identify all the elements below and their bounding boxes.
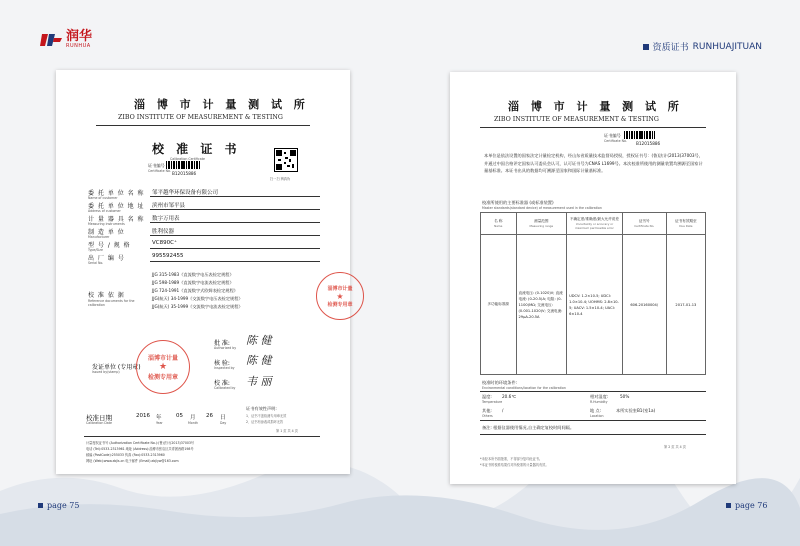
table-header: 证书有效期至 xyxy=(675,219,697,223)
institute-name-cn: 淄 博 市 计 量 测 试 所 xyxy=(134,98,309,111)
field-label-en: Serial No. xyxy=(88,261,104,265)
inspect-label-en: Inspected by xyxy=(214,366,235,370)
basis-item: JJG 598-1989《直流数字电流表检定规程》 xyxy=(152,280,234,285)
field-label-en: Address of customer xyxy=(88,209,121,213)
calibration-certificate-page-2 xyxy=(450,72,736,484)
basis-label: 校 准 依 据 xyxy=(88,292,125,299)
footer-line: 计量授权证书号 (Authorization Certificate No.):(鲁)法计(2013)37003号 xyxy=(86,441,195,445)
table-header-en: Measuring range xyxy=(529,224,554,228)
barcode xyxy=(624,131,655,139)
location-label-en: Location xyxy=(590,414,604,418)
institute-name-cn: 淄 博 市 计 量 测 试 所 xyxy=(508,100,683,113)
footer-line: 网址 (Web):www.zbjls.cn 电子邮件 (Email):zbjlyw@163.com xyxy=(86,459,179,463)
standards-table xyxy=(480,212,706,375)
approve-label: 批 准: xyxy=(214,340,230,347)
table-header-en: Due Date xyxy=(679,224,693,228)
field-label: 型 号 / 规 格 xyxy=(88,242,131,249)
validity-notice-1: 1、证书不盖检测专用章无效 xyxy=(246,414,287,418)
basis-item: JJG 724-1991《直流数字式欧姆表检定规程》 xyxy=(152,288,238,293)
institute-name-en: ZIBO INSTITUTE OF MEASUREMENT & TESTING xyxy=(494,116,659,123)
official-stamp xyxy=(136,340,190,394)
square-bullet-icon xyxy=(38,503,43,508)
cert-label-en: Certificate No. xyxy=(148,169,171,173)
temp-label-en: Temperature xyxy=(482,400,503,404)
humidity-label-en: R.Humidity xyxy=(590,400,608,404)
std-uncertainty: UDCV: 1.2×10-5; UDCI: 1.0×10-4; UOHMS: 2.8×10-5; UACV: 1.5×10-4; UACI: 6×10-4 xyxy=(567,235,623,375)
stamp-text-top: 淄博市计量 xyxy=(327,285,353,292)
calib-label: 校 准: xyxy=(214,380,230,387)
inspect-signature: 陈 健 xyxy=(246,354,272,367)
page-count: 第 2 页 共 4 页 xyxy=(664,445,686,449)
date-year: 2016 xyxy=(136,413,150,419)
date-year-en: Year xyxy=(156,421,163,425)
field-label: 委 托 单 位 地 址 xyxy=(88,203,145,210)
calib-label-en: Calibrated by xyxy=(214,386,236,390)
approve-signature: 陈 健 xyxy=(246,334,272,347)
std-title: 校准所使用的主要标准器 (或标准装置) xyxy=(482,200,554,205)
cert-label: 证书编号 xyxy=(148,163,165,168)
square-bullet-icon xyxy=(726,503,731,508)
section-title-cn: 资质证书 xyxy=(652,43,689,53)
cert-number: B12015886 xyxy=(636,141,661,146)
remark: 备注: 根据仪器使用情况,自主确定复校时间间隔。 xyxy=(482,425,575,430)
brand-logo xyxy=(40,30,92,50)
temp-value: 20.6℃ xyxy=(502,394,517,399)
doc-title-en: Calibration Certificate xyxy=(170,157,205,161)
issuer-label: 发证单位 (专用章) xyxy=(92,364,141,371)
page-number-text: page 76 xyxy=(735,501,768,510)
cert-label-en: Certificate No. xyxy=(604,139,627,143)
note: *未经本所书面批准，不得部分复印此证书。 xyxy=(480,457,543,461)
section-header xyxy=(643,40,762,53)
std-due-date: 2017-01-13 xyxy=(666,235,705,375)
basis-item: JJG(航天) 35-1999《交流数字电流表检定规程》 xyxy=(152,304,243,309)
star-icon: ★ xyxy=(158,362,168,372)
validity-notice: 证书有效性声明: xyxy=(246,406,277,411)
std-name: 多功能标准源 xyxy=(481,235,517,375)
barcode xyxy=(166,161,201,169)
page-number-right xyxy=(726,501,767,510)
std-cert-no: 606-20160004/ xyxy=(622,235,666,375)
table-header-en: Certificate No. xyxy=(634,224,655,228)
field-value: 995592455 xyxy=(152,253,184,259)
field-label-en: Manufacturer xyxy=(88,235,110,239)
date-day-en: Day xyxy=(220,421,227,425)
page-count: 第 1 页 共 4 页 xyxy=(276,429,298,433)
issuer-label-en: Issued by(stamp) xyxy=(92,370,120,374)
basis-item: JJG(航天) 34-1999《交流数字电压表检定规程》 xyxy=(152,296,243,301)
section-title-en: RUNHUAJITUAN xyxy=(692,41,762,52)
validity-notice-2: 2、证书有涂改或损坏无效 xyxy=(246,420,284,424)
field-value: 数字万用表 xyxy=(152,216,180,222)
stamp-text-bottom: 检测专用章 xyxy=(327,301,353,308)
calib-signature: 韦 丽 xyxy=(246,375,272,388)
footer-line: 电话 (Tel):0533-2313961 地址 (Address):淄博市张店区共青团西路198号 xyxy=(86,447,194,451)
brand-name-cn: 润华 xyxy=(66,29,93,44)
table-header: 证书号 xyxy=(638,219,650,223)
field-label-en: Type/Size xyxy=(88,248,103,252)
note: *本证书的校准结果仅对所校准的计量器具有效。 xyxy=(480,463,549,467)
field-label-en: Measuring instruments xyxy=(88,222,125,226)
field-label: 委 托 单 位 名 称 xyxy=(88,190,145,197)
humidity-value: 50% xyxy=(620,394,630,399)
basis-label-en: Reference documents for the calibration xyxy=(88,299,135,307)
field-value: 滨州市邹平县 xyxy=(152,203,186,209)
table-header-en: Uncertainty or accuracy or maximum permissible error xyxy=(575,222,614,230)
table-row xyxy=(481,235,706,375)
field-value: 邹平越华环保设备有限公司 xyxy=(152,190,219,196)
institute-name-en: ZIBO INSTITUTE OF MEASUREMENT & TESTING xyxy=(118,114,283,121)
field-value: VC890C⁺ xyxy=(152,240,177,246)
date-month-en: Month xyxy=(188,421,198,425)
std-range: 直流电压: (0-1020)V; 直流电流: (0-20.5)A; 电阻: (0-1100)MΩ; 交流电压: (0.001-1020)V; 交流电流: 29μA-20.5A xyxy=(516,235,567,375)
page-number-text: page 75 xyxy=(47,501,80,510)
qr-caption: 扫一扫 辨真伪 xyxy=(270,177,291,181)
env-title: 校准时的环境条件: xyxy=(482,380,517,385)
table-header: 名 称 xyxy=(494,219,503,223)
std-title-en: Master standards(standard device) of measurement used in the calibration xyxy=(482,206,602,210)
calibration-certificate-cover xyxy=(56,70,353,474)
other-label-en: Others xyxy=(482,414,493,418)
stamp-text-bottom: 检测专用章 xyxy=(147,374,178,381)
temp-label: 温度: xyxy=(482,394,492,399)
approve-label-en: Authorized by xyxy=(214,346,237,350)
env-title-en: Environmental conditions/location for the calibration xyxy=(482,386,566,390)
inspect-label: 核 验: xyxy=(214,360,230,367)
runhua-logo-icon xyxy=(40,30,62,50)
field-label: 制 造 单 位 xyxy=(88,229,125,236)
footer-line: 邮编 (PostCode):255033 传真 (Fax):0533-2313960 xyxy=(86,453,165,457)
field-value: 胜利仪器 xyxy=(152,229,175,235)
table-header: 测量范围 xyxy=(534,219,549,223)
date-month: 05 xyxy=(176,413,183,419)
table-header-en: Name xyxy=(494,224,503,228)
field-label: 计 量 器 具 名 称 xyxy=(88,216,145,223)
cert-label: 证书编号 xyxy=(604,133,621,138)
cert-number: B12015886 xyxy=(172,171,197,176)
qr-code xyxy=(274,148,298,172)
page-number-left xyxy=(38,501,79,510)
date-year-unit: 年 xyxy=(156,415,162,421)
location-value: 本所实验室B1(室1a) xyxy=(616,408,656,413)
stamp-text-top: 淄博市计量 xyxy=(147,355,178,362)
basis-item: JJG 315-1983《直流数字电压表检定规程》 xyxy=(152,272,234,277)
field-label-en: Name of customer xyxy=(88,196,118,200)
location-label: 地 点: xyxy=(590,408,602,413)
humidity-label: 相对湿度: xyxy=(590,394,609,399)
intro-paragraph: 本单位是依法设置的国家法定计量检定机构，经山东省质量技术监督局授权，授权证书号：(鲁)法计(2013)37003号，并通过中国合格评定国家认可委员会认可，认可证书号为CNAS L1699号。本次校准所使用的测量装置均溯源至国家计量基标准。本证书出具的数据均可溯源至国家和国际计量基标准。 xyxy=(484,153,703,173)
seam-stamp xyxy=(316,272,364,320)
field-label: 出 厂 编 号 xyxy=(88,255,125,262)
date-label-en: Calibration Date xyxy=(86,421,112,425)
date-day-unit: 日 xyxy=(220,415,226,421)
brand-name-en: RUNHUA xyxy=(66,43,91,49)
table-header: 不确定度/准确度/最大允许误差 xyxy=(569,217,619,221)
other-value: / xyxy=(502,408,504,413)
date-month-unit: 月 xyxy=(190,415,196,421)
date-day: 26 xyxy=(206,413,213,419)
other-label: 其他: xyxy=(482,408,492,413)
doc-title: 校 准 证 书 xyxy=(152,142,241,156)
square-bullet-icon xyxy=(643,44,649,50)
star-icon: ★ xyxy=(336,291,344,301)
date-label: 校准日期 xyxy=(86,414,112,422)
